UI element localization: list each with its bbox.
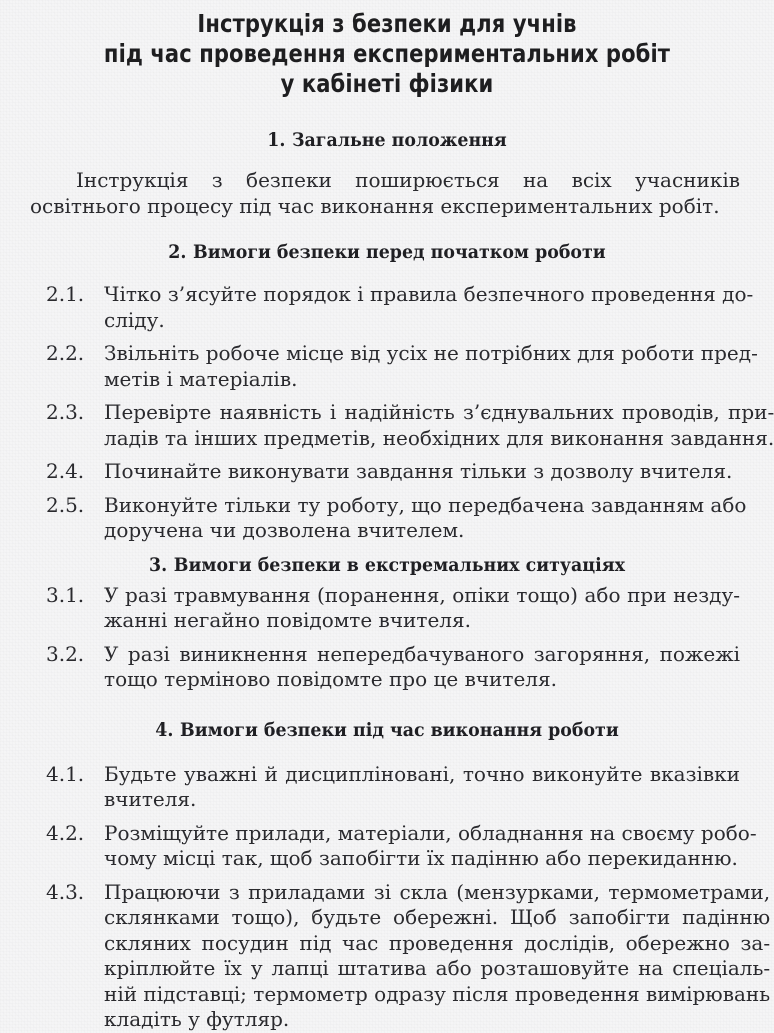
item-line: Перевірте наявність і надійність з’єднувальних проводів, при- xyxy=(104,400,774,424)
section-title-4: Вимоги безпеки під час виконання роботи xyxy=(180,719,619,741)
item-number: 4.2. xyxy=(46,820,85,845)
item-line: метів і матеріалів. xyxy=(104,366,298,391)
list-item xyxy=(0,341,774,392)
item-line: У разі виникнення непередбачуваного загоряння, пожежі xyxy=(104,641,740,666)
section-1-paragraph-text: Інструкція з безпеки поширюється на всіх учасників освітнього процесу під час виконання експериментальних робіт. xyxy=(30,168,740,218)
item-line: Починайте виконувати завдання тільки з дозволу вчителя. xyxy=(104,459,733,483)
item-line: Будьте уважні й дисципліновані, точно виконуйте вказівки xyxy=(104,761,740,786)
section-number-1: 1. xyxy=(267,130,286,151)
item-number: 4.3. xyxy=(46,879,85,904)
list-item xyxy=(0,583,774,634)
list-item xyxy=(0,282,774,333)
item-line: У разі травмування (поранення, опіки тощо) або при незду- xyxy=(104,582,740,607)
section-title-1: Загальне положення xyxy=(291,130,507,151)
item-line: скляних посудин під час проведення дослідів, обережно за- xyxy=(104,930,771,955)
item-line: кріплюйте їх у лапці штатива або розташовуйте на спеціаль- xyxy=(104,956,771,980)
item-line: сліду. xyxy=(104,307,165,332)
list-item xyxy=(0,821,774,872)
section-title-2: Вимоги безпеки перед початком роботи xyxy=(193,242,606,263)
item-text xyxy=(104,583,740,634)
list-item xyxy=(0,493,774,544)
item-number: 2.1. xyxy=(46,282,85,306)
item-line: тощо терміново повідомте про це вчителя. xyxy=(104,667,557,691)
item-text xyxy=(104,400,774,451)
item-text xyxy=(104,642,740,693)
item-text xyxy=(104,282,753,333)
item-number: 4.1. xyxy=(46,761,85,786)
item-line: жанні негайно повідомте вчителя. xyxy=(104,608,471,632)
page-title-line-1: Інструкція з безпеки для учнів xyxy=(197,9,577,38)
item-line: кладіть у футляр. xyxy=(104,1007,290,1031)
section-heading-2 xyxy=(23,241,751,264)
section-title-3: Вимоги безпеки в екстремальних ситуаціях xyxy=(173,554,625,576)
item-line: Працюючи з приладами зі скла (мензурками, термометрами, xyxy=(104,879,771,904)
page-title xyxy=(17,0,756,99)
section-number-4: 4. xyxy=(155,719,174,741)
item-number: 3.1. xyxy=(46,582,85,607)
item-text xyxy=(104,493,746,544)
item-text xyxy=(104,762,740,813)
item-line: Виконуйте тільки ту роботу, що передбачена завданням або xyxy=(104,492,747,517)
list-item xyxy=(0,762,774,813)
section-1-paragraph xyxy=(0,168,774,219)
item-number: 3.2. xyxy=(46,641,85,666)
section-heading-1 xyxy=(23,129,751,152)
item-line: склянками тощо), будьте обережні. Щоб запобігти падінню xyxy=(104,905,771,929)
item-line: Звільніть робоче місце від усіх не потрібних для роботи пред- xyxy=(104,341,758,365)
item-line: Чітко з’ясуйте порядок і правила безпечного проведення до- xyxy=(104,282,754,306)
section-heading-3 xyxy=(23,554,751,577)
list-item xyxy=(0,642,774,693)
item-text xyxy=(104,459,740,485)
item-line: ладів та інших предметів, необхідних для виконання завдання. xyxy=(104,425,774,450)
page-title-line-3: у кабінеті фізики xyxy=(280,69,494,98)
item-number: 2.2. xyxy=(46,341,85,365)
item-text xyxy=(104,341,758,392)
list-item xyxy=(0,400,774,451)
item-line: Розміщуйте прилади, матеріали, обладнання на своєму робо- xyxy=(104,820,757,845)
section-number-2: 2. xyxy=(168,242,187,263)
section-heading-4 xyxy=(23,719,751,742)
item-line: доручена чи дозволена вчителем. xyxy=(104,518,465,542)
item-line: вчителя. xyxy=(104,787,197,811)
item-number: 2.3. xyxy=(46,400,85,424)
list-item xyxy=(0,459,774,485)
item-line: чому місці так, щоб запобігти їх падінню або перекиданню. xyxy=(104,846,738,870)
item-text xyxy=(104,880,770,1033)
item-line: ній підставці; термометр одразу після проведення вимірювань xyxy=(104,981,771,1006)
page-title-line-2: під час проведення експериментальних робіт xyxy=(103,39,671,68)
list-item xyxy=(0,880,774,1033)
item-text xyxy=(104,821,757,872)
item-number: 2.5. xyxy=(46,492,85,517)
item-number: 2.4. xyxy=(46,459,85,483)
section-number-3: 3. xyxy=(149,554,168,576)
